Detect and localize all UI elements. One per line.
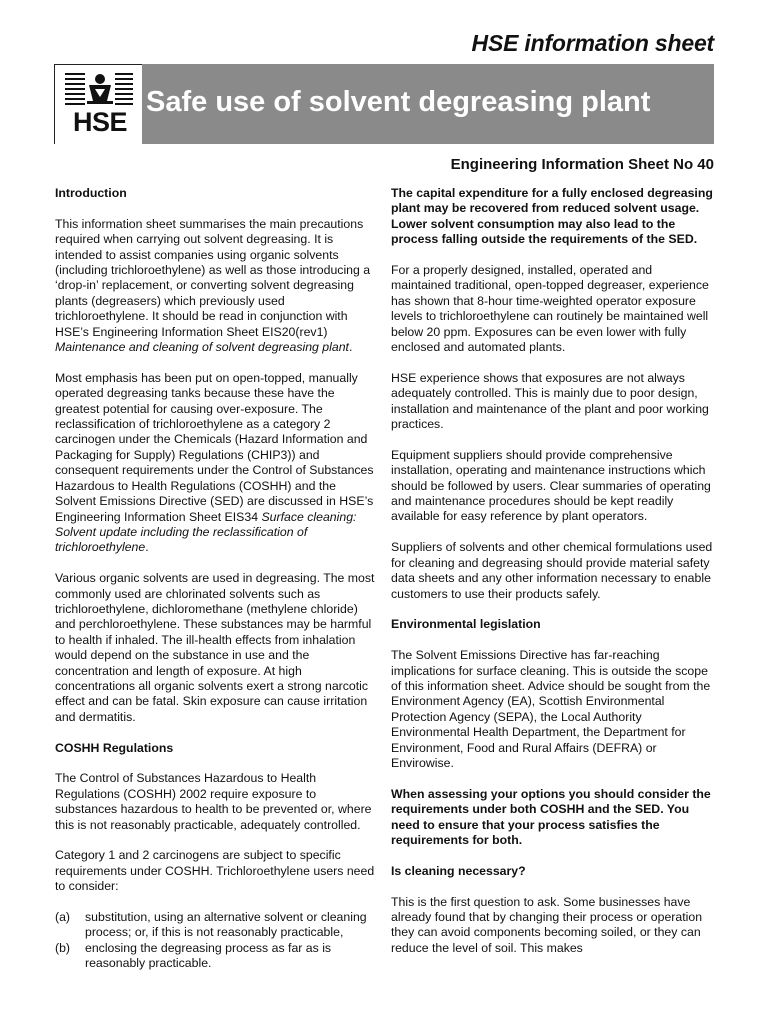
list-item: (b) enclosing the degreasing process as far as is reasonably practicable. <box>55 940 332 971</box>
left-column <box>55 186 377 972</box>
right-column <box>391 186 713 972</box>
title-banner <box>142 64 714 144</box>
paragraph: HSE experience shows that exposures are not always adequately controlled. This is mainly due to poor design, installation and maintenance of the plant and poor working practices. <box>391 370 709 432</box>
paragraph: Equipment suppliers should provide comprehensive installation, operating and maintenance instructions which should be followed by users. Clear summaries of operating and maintenance procedures should be kept readily available for easy reference by plant operators. <box>391 447 711 524</box>
paragraph: The Solvent Emissions Directive has far-reaching implications for surface cleaning. This is outside the scope of this information sheet. Advice should be sought from the Environment Agency (EA), Scottish Environmental Protection Agency (SEPA), the Local Authority Environmental Health Department, the Department for Environment, Food and Rural Affairs (DEFRA) or Envirowise. <box>391 648 711 770</box>
heading-coshh: COSHH Regulations <box>55 740 174 755</box>
heading-cleaning: Is cleaning necessary? <box>391 863 526 878</box>
paragraph: This information sheet summarises the main precautions required when carrying out solvent degreasing. It is intended to assist companies using organic solvents (including trichloroethylene) as well as those introducing a ‘drop-in’ replacement, or converting solvent degreasing plants (degreasers) which previously used trichloroethylene. It should be read in conjunction with HSE’s Engineering Information Sheet EIS20(rev1) Maintenance and cleaning of solvent degreasing plant. <box>55 216 371 355</box>
paragraph: The Control of Substances Hazardous to Health Regulations (COSHH) 2002 require exposure to substances hazardous to health to be prevented or, where this is not reasonably practicable, adequately controlled. <box>55 771 372 832</box>
heading-introduction: Introduction <box>55 186 127 200</box>
paragraph: Various organic solvents are used in degreasing. The most commonly used are chlorinated solvents such as trichloroethylene, dichloromethane (methylene chloride) and perchloroethylene. These substances may be harmful to health if inhaled. The ill-health effects from inhalation would depend on the substance in use and the concentration and length of exposure. At high concentrations all organic solvents exert a strong narcotic effect and can be fatal. Skin exposure can cause irritation and dermatitis. <box>55 571 375 724</box>
paragraph: Category 1 and 2 carcinogens are subject to specific requirements under COSHH. Trichloroethylene users need to consider: <box>55 848 375 894</box>
sheet-number: Engineering Information Sheet No 40 <box>450 156 714 173</box>
hse-logo <box>54 64 142 144</box>
heading-environmental: Environmental legislation <box>391 617 541 632</box>
list-item: (a) substitution, using an alternative solvent or cleaning process; or, if this is not reasonably practicable, <box>55 909 367 940</box>
paragraph: For a properly designed, installed, operated and maintained traditional, open-topped degreaser, experience has shown that 8-hour time-weighted operator exposure levels to trichloroethylene can routinely be maintained well below 20 ppm. Exposures can be even lower with fully enclosed and automated plants. <box>391 263 709 355</box>
paragraph-emphasis: When assessing your options you should consider the requirements under both COSHH and the SED. You need to ensure that your process satisfies the requirements for both. <box>391 786 711 847</box>
paragraph: This is the first question to ask. Some businesses have already found that by changing their process or operation they can avoid components becoming soiled, or they can reduce the level of soil. This makes <box>391 894 703 955</box>
series-label: HSE information sheet <box>471 30 714 56</box>
paragraph: Suppliers of solvents and other chemical formulations used for cleaning and degreasing should provide material safety data sheets and any other information necessary to enable customers to use their products safely. <box>391 540 713 601</box>
paragraph: Most emphasis has been put on open-topped, manually operated degreasing tanks because these have the greatest potential for causing over-exposure. The reclassification of trichloroethylene as a category 2 carcinogen under the Chemicals (Hazard Information and Packaging for Supply) Regulations (CHIP3)) and consequent requirements under the Control of Substances Hazardous to Health Regulations (COSHH) and the Solvent Emissions Directive (SED) are discussed in HSE’s Engineering Information Sheet EIS34 Surface cleaning: Solvent update including the reclassification of trichloroethylene. <box>55 370 374 555</box>
paragraph-emphasis: The capital expenditure for a fully enclosed degreasing plant may be recovered from reduced solvent usage. Lower solvent consumption may also lead to the process falling outside the requirements of the SED. <box>391 186 713 247</box>
page-title: Safe use of solvent degreasing plant <box>146 86 651 118</box>
logo-text: HSE <box>72 107 128 137</box>
crown-emblem-icon <box>85 71 115 105</box>
